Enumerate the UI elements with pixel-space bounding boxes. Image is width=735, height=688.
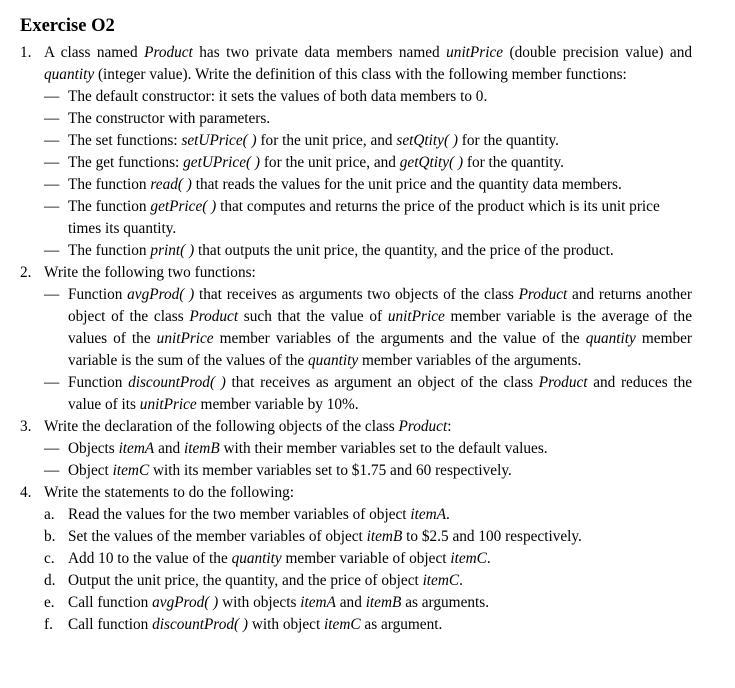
list-item: b. Set the values of the member variables of object itemB to $2.5 and 100 respectively.	[44, 526, 692, 548]
list-item: — The set functions: setUPrice( ) for the unit price, and setQtity( ) for the quantity.	[44, 130, 692, 152]
exercise-title: Exercise O2	[20, 16, 115, 36]
list-item: — The get functions: getUPrice( ) for the unit price, and getQtity( ) for the quantity.	[44, 152, 692, 174]
question-number: 1.	[20, 44, 32, 61]
statement-list	[44, 504, 692, 636]
dash-marker: —	[44, 154, 60, 171]
list-item: f. Call function discountProd( ) with object itemC as argument.	[44, 614, 692, 636]
dash-marker: —	[44, 88, 60, 105]
dash-marker: —	[44, 198, 60, 215]
dash-marker: —	[44, 440, 60, 457]
dash-marker: —	[44, 176, 60, 193]
item-letter: c.	[44, 550, 55, 567]
question-number: 4.	[20, 484, 32, 501]
item-letter: b.	[44, 528, 56, 545]
member-function-list	[44, 86, 692, 262]
dash-marker: —	[44, 286, 60, 303]
list-item: — The function getPrice( ) that computes and returns the price of the product which is its unit price times its quantity.	[44, 198, 660, 237]
question-intro: A class named Product has two private data members named unitPrice (double precision value) and quantity (integer value). Write the definition of this class with the following member functions:	[44, 44, 693, 83]
list-item: — Object itemC with its member variables set to $1.75 and 60 respectively.	[44, 460, 692, 482]
list-item: c. Add 10 to the value of the quantity member variable of object itemC.	[44, 548, 692, 570]
dash-marker: —	[44, 110, 60, 127]
question-2	[20, 262, 735, 416]
item-letter: d.	[44, 572, 56, 589]
list-item: d. Output the unit price, the quantity, and the price of object itemC.	[44, 570, 692, 592]
question-intro: Write the following two functions:	[44, 264, 256, 281]
question-intro: Write the statements to do the following:	[44, 484, 295, 501]
question-3	[20, 416, 735, 482]
dash-marker: —	[44, 242, 60, 259]
question-1	[20, 42, 735, 262]
question-4	[20, 482, 735, 636]
list-item: — Function discountProd( ) that receives as argument an object of the class Product and reduces the value of its unitPrice member variable by 10%.	[44, 374, 693, 413]
item-letter: f.	[44, 616, 53, 633]
list-item: e. Call function avgProd( ) with objects itemA and itemB as arguments.	[44, 592, 692, 614]
list-item: — The function read( ) that reads the values for the unit price and the quantity data members.	[44, 174, 692, 196]
item-letter: e.	[44, 594, 55, 611]
function-list	[44, 284, 692, 416]
dash-marker: —	[44, 462, 60, 479]
list-item: a. Read the values for the two member variables of object itemA.	[44, 504, 692, 526]
object-list	[44, 438, 692, 482]
question-intro: Write the declaration of the following objects of the class Product:	[44, 418, 452, 435]
item-letter: a.	[44, 506, 55, 523]
list-item: — Function avgProd( ) that receives as arguments two objects of the class Product and returns another object of the class Product such that the value of unitPrice member variable is the average of the values of the unitPrice member variables of the arguments and the value of the quantity member variable is the sum of the values of the quantity member variables of the arguments.	[44, 286, 693, 369]
list-item: — The constructor with parameters.	[44, 108, 692, 130]
list-item: — The default constructor: it sets the values of both data members to 0.	[44, 86, 692, 108]
dash-marker: —	[44, 132, 60, 149]
list-item: — Objects itemA and itemB with their member variables set to the default values.	[44, 438, 692, 460]
dash-marker: —	[44, 374, 60, 391]
list-item: — The function print( ) that outputs the unit price, the quantity, and the price of the product.	[44, 240, 692, 262]
question-number: 2.	[20, 264, 32, 281]
question-number: 3.	[20, 418, 32, 435]
